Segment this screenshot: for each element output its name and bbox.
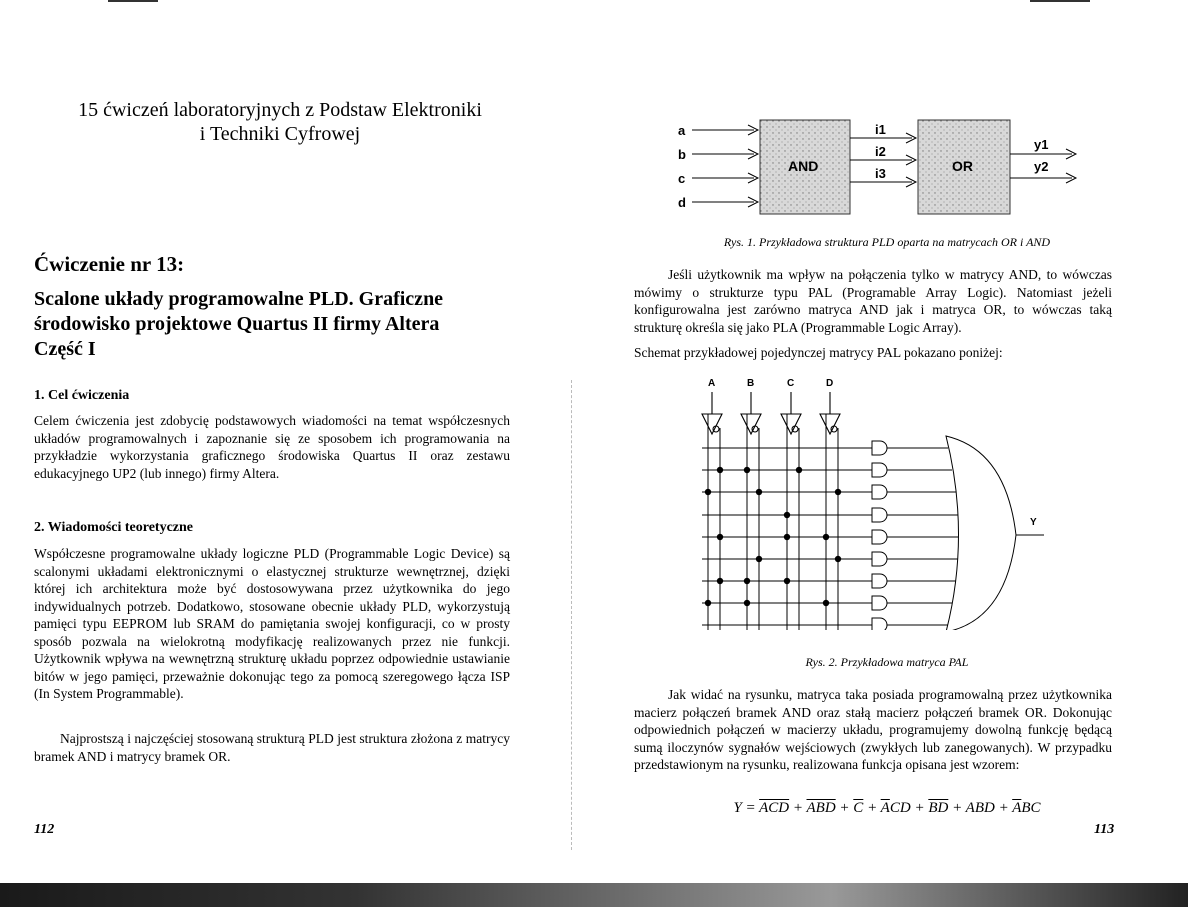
formula-term-6: ABD	[965, 800, 995, 816]
section2-heading: 2. Wiadomości teoretyczne	[34, 520, 194, 535]
formula-term-4a: $\overline{A}$	[880, 800, 890, 816]
pal-input-D: D	[826, 378, 834, 389]
left-page	[0, 0, 586, 907]
formula-plus: +	[867, 800, 878, 816]
formula-plus: +	[839, 800, 850, 816]
input-label-c: c	[678, 171, 686, 186]
paragraph-pal-explanation: Jak widać na rysunku, matryca taka posiada programowalną przez użytkownika macierz połączeń bramek AND oraz stałą macierz połączeń bramek OR. Dokonując odpowiednich połączeń w macierzy układu, programujemy dowolną funkcję będącą sumą iloczynów sygnałów wejściowych (zwykłych lub zanegowanych). W przypadku przedstawionym na rysunku, realizowana funkcja opisana jest wzorem:	[634, 687, 1112, 772]
formula-term-7a: $\overline{A}$	[1012, 800, 1022, 816]
pal-input-A: A	[708, 378, 716, 389]
and-gates	[872, 441, 887, 630]
pal-input-B: B	[747, 378, 755, 389]
input-buffers	[702, 392, 840, 434]
formula-plus: +	[998, 800, 1009, 816]
output-label-y2: y2	[1034, 159, 1049, 174]
figure-pld-structure	[586, 108, 1188, 228]
right-page	[586, 0, 1188, 907]
pal-output-Y: Y	[1030, 517, 1037, 528]
figure2-caption: Rys. 2. Przykładowa matryca PAL	[805, 655, 969, 669]
or-gate-wires	[887, 436, 1044, 630]
paragraph-pal-pla: Jeśli użytkownik ma wpływ na połączenia tylko w matrycy AND, to wówczas mówimy o strukturze typu PAL (Programable Array Logic). Natomiast jeżeli konfigurowalna jest zarówno matryca AND jak i matryca OR, to wówczas taką strukturę określa się jako PLA (Programmable Logic Array).	[634, 267, 1112, 335]
gutter-line	[571, 380, 573, 850]
page-number-left: 112	[34, 822, 55, 837]
input-arrows	[692, 125, 758, 207]
formula-lhs: Y =	[733, 800, 756, 816]
formula-plus: +	[952, 800, 963, 816]
or-gate	[946, 436, 1016, 630]
formula-term-4	[881, 800, 911, 816]
exercise-title-line2: środowisko projektowe Quartus II firmy Altera	[34, 313, 440, 335]
book-title-line1: 15 ćwiczeń laboratoryjnych z Podstaw Elektroniki	[78, 99, 482, 121]
section1-heading: 1. Cel ćwiczenia	[34, 388, 130, 403]
section2-text2: Najprostszą i najczęściej stosowaną strukturą PLD jest struktura złożona z matrycy bramek AND i matrycy bramek OR.	[34, 731, 510, 764]
formula-term-7	[1012, 800, 1040, 816]
formula-term-2: $\overline{ABD}$	[806, 800, 836, 816]
scan-edge-bar	[0, 883, 1188, 907]
intermediate-label-i3: i3	[875, 166, 886, 181]
exercise-title	[34, 287, 474, 362]
input-label-b: b	[678, 147, 686, 162]
pal-input-C: C	[787, 378, 795, 389]
section1-text: Celem ćwiczenia jest zdobycię podstawowych wiadomości na temat współczesnych układów programowalnych i zapoznanie się ze sposobem ich programowania na przykładzie wykorzystania graficznego środowiska Quartus II oraz zestawu edukacyjnego UP2 (lub innego) firmy Altera.	[34, 413, 510, 481]
page-number-right: 113	[1094, 822, 1115, 837]
exercise-title-line1: Scalone układy programowalne PLD. Graficzne	[34, 288, 444, 310]
intermediate-label-i2: i2	[875, 144, 886, 159]
figure1-caption: Rys. 1. Przykładowa struktura PLD oparta na matrycach OR i AND	[723, 235, 1051, 249]
formula-term-4b: CD	[889, 800, 911, 816]
book-title	[0, 98, 560, 146]
formula-term-1: $\overline{ACD}$	[759, 800, 790, 816]
formula-term-5: $\overline{BD}$	[928, 800, 949, 816]
formula-term-3: $\overline{C}$	[853, 800, 864, 816]
figure-pal-matrix	[586, 370, 1188, 630]
input-label-d: d	[678, 195, 686, 210]
paragraph-schematic-intro: Schemat przykładowej pojedynczej matrycy PAL pokazano poniżej:	[634, 345, 1003, 360]
or-label: OR	[952, 158, 973, 174]
and-label: AND	[788, 158, 819, 174]
exercise-title-line3: Część I	[34, 338, 96, 360]
formula-term-7b: BC	[1021, 800, 1041, 816]
output-label-y1: y1	[1034, 137, 1049, 152]
exercise-number: Ćwiczenie nr 13:	[34, 252, 185, 276]
boolean-formula	[586, 800, 1188, 817]
vertical-lines	[708, 414, 838, 630]
section2-text1: Współczesne programowalne układy logiczne PLD (Programmable Logic Device) są scalonymi układami elektronicznymi o elastycznej strukturze wewnętrznej, dzięki której ich architektura może być dostosowywana przez użytkownika do jego indywidualnych potrzeb. Dodatkowo, stosowane obecnie układy PLD, wykorzystują pamięci typu EEPROM lub SRAM do pamiętania swojej konfiguracji, co w prosty sposób pozwala na wielokrotną modyfikację realizowanych przez nie funkcji. Użytkownik wpływa na wewnętrzną strukturę układu poprzez odpowiednie ustawianie bitów w jego pamięci, przeważnie dokonując tego za pomocą szeregowego łącza ISP (In System Programmable).	[34, 546, 510, 701]
formula-plus: +	[792, 800, 804, 816]
input-label-a: a	[678, 123, 686, 138]
intermediate-label-i1: i1	[875, 122, 886, 137]
book-title-line2: i Techniki Cyfrowej	[199, 123, 361, 145]
formula-plus: +	[914, 800, 925, 816]
